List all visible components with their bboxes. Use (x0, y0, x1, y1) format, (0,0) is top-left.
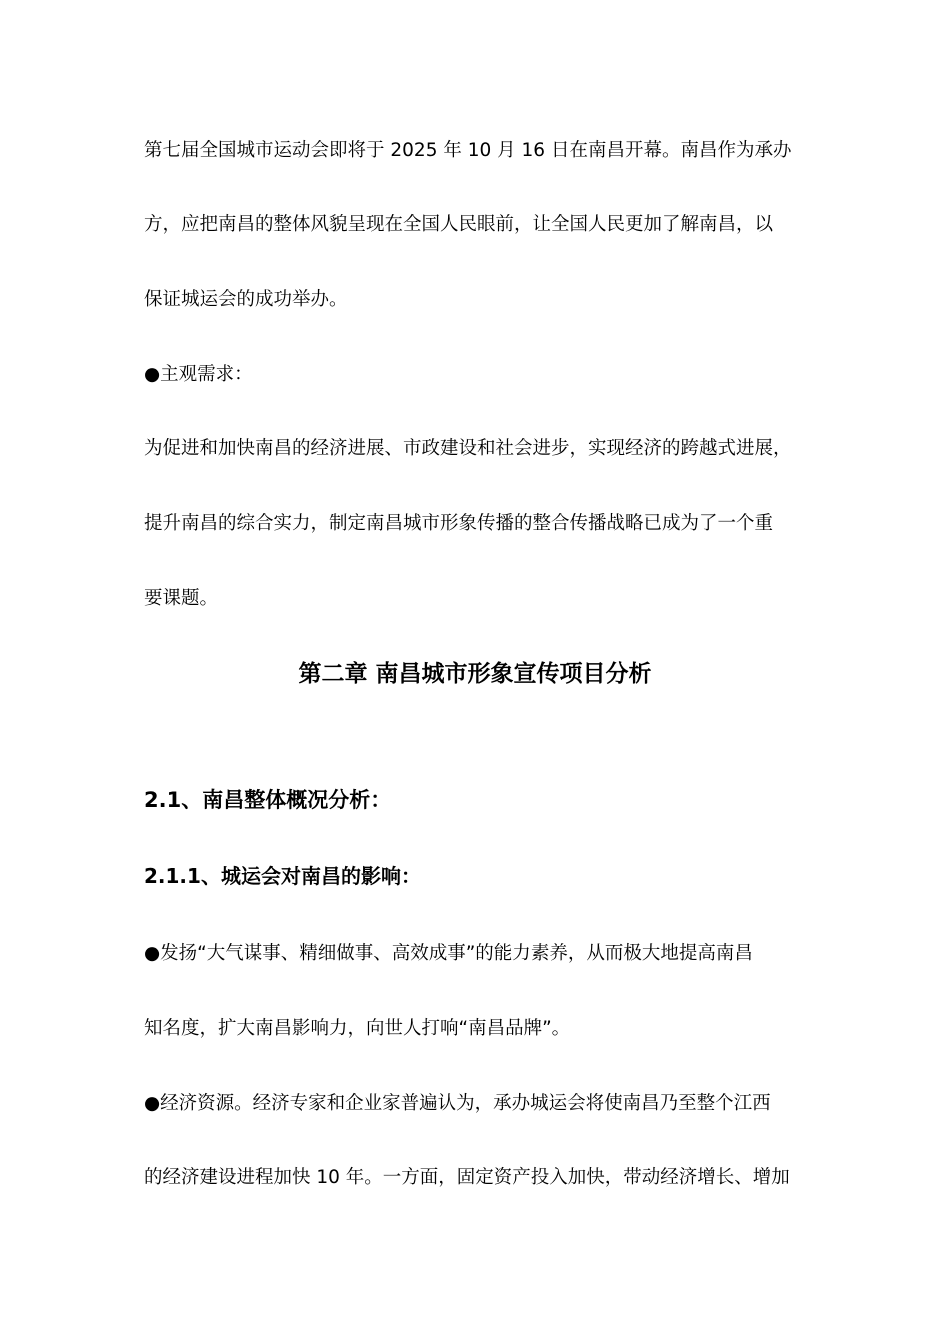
bullet-fame-line-1: ●发扬“大气谋事、精细做事、高效成事”的能力素养，从而极大地提高南昌 (144, 943, 753, 964)
bullet-fame-line-2: 知名度，扩大南昌影响力，向世人打响“南昌品牌”。 (144, 1018, 571, 1039)
bullet-economy-line-1: ●经济资源。经济专家和企业家普遍认为，承办城运会将使南昌乃至整个江西 (144, 1093, 771, 1114)
subjective-heading: ●主观需求： (144, 364, 253, 385)
subjective-line-1: 为促进和加快南昌的经济进展、市政建设和社会进步，实现经济的跨越式进展， (144, 438, 792, 459)
section-2-1-heading: 2.1、南昌整体概况分析： (144, 788, 392, 812)
subjective-line-3: 要课题。 (144, 588, 219, 609)
chapter-title: 第二章 南昌城市形象宣传项目分析 (298, 661, 652, 687)
section-2-1-1-heading: 2.1.1、城运会对南昌的影响： (144, 864, 421, 888)
intro-line-2: 方，应把南昌的整体风貌呈现在全国人民眼前，让全国人民更加了解南昌，以 (144, 214, 774, 235)
intro-line-3: 保证城运会的成功举办。 (144, 289, 348, 310)
bullet-economy-line-2: 的经济建设进程加快 10 年。一方面，固定资产投入加快，带动经济增长、增加 (144, 1167, 790, 1188)
subjective-line-2: 提升南昌的综合实力，制定南昌城市形象传播的整合传播战略已成为了一个重 (144, 513, 774, 534)
intro-line-1: 第七届全国城市运动会即将于 2025 年 10 月 16 日在南昌开幕。南昌作为承办 (144, 140, 792, 161)
